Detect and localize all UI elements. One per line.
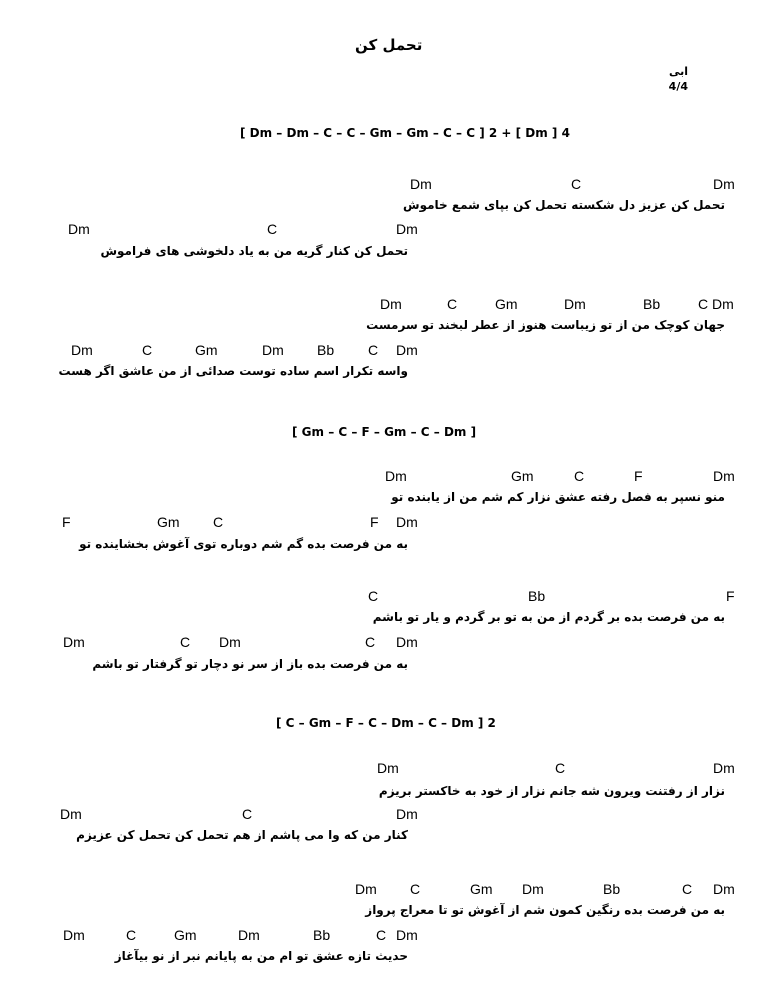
chord: C — [213, 514, 224, 530]
chord: Bb — [603, 881, 621, 897]
chord: C — [376, 927, 387, 943]
chord: Dm — [712, 296, 734, 312]
chord: Gm — [470, 881, 493, 897]
chord: Dm — [410, 176, 432, 192]
chord: Gm — [495, 296, 518, 312]
lyric-line: تحمل کن عزیز دل شکسته تحمل کن بپای شمع خاموش — [403, 198, 725, 212]
lyric-line: به من فرصت بده گم شم دوباره توی آغوش بخشاینده تو — [79, 537, 408, 551]
interlude-progression-2: [ C – Gm – F – C – Dm – C – Dm ] 2 — [276, 716, 496, 730]
chord: Dm — [564, 296, 586, 312]
lyric-line: نزار از رفتنت ویرون شه جانم نزار از خود به خاکستر بریزم — [378, 784, 725, 798]
interlude-progression-1: [ Gm – C – F – Gm – C – Dm ] — [292, 425, 477, 439]
lyric-line: کنار من که وا می پاشم از هم تحمل کن تحمل کن عزیزم — [76, 828, 408, 842]
chord: C — [365, 634, 376, 650]
chord: C — [410, 881, 421, 897]
chord: Dm — [60, 806, 82, 822]
song-title: تحمل کن — [355, 36, 423, 54]
chord: F — [726, 588, 735, 604]
chord: Dm — [68, 221, 90, 237]
chord: Dm — [396, 806, 418, 822]
chord: C — [368, 342, 379, 358]
chord: C — [555, 760, 566, 776]
chord: Dm — [396, 514, 418, 530]
lyric-line: به من فرصت بده رنگین کمون شم از آغوش تو تا معراج پرواز — [365, 903, 725, 917]
lyric-line: به من فرصت بده بر گردم از من به تو بر گردم و یار تو باشم — [372, 610, 725, 624]
chord: Dm — [385, 468, 407, 484]
lyric-line: به من فرصت بده باز از سر نو دچار تو گرفتار تو باشم — [92, 657, 408, 671]
artist-name: ابی — [668, 65, 688, 78]
chord: Dm — [396, 342, 418, 358]
chord: Dm — [713, 760, 735, 776]
lyric-line: منو نسپر به فصل رفته عشق نزار کم شم من از یابنده تو — [391, 490, 725, 504]
time-signature: 4/4 — [668, 80, 688, 93]
song-meta — [669, 64, 688, 94]
chord: Dm — [522, 881, 544, 897]
chord: Dm — [238, 927, 260, 943]
chord: C — [574, 468, 585, 484]
chord: F — [634, 468, 643, 484]
chord: C — [571, 176, 582, 192]
chord: Dm — [396, 634, 418, 650]
chord: Bb — [643, 296, 661, 312]
chord: Bb — [313, 927, 331, 943]
chord: C — [682, 881, 693, 897]
chord: Dm — [380, 296, 402, 312]
chord: Dm — [396, 927, 418, 943]
chord: Dm — [713, 176, 735, 192]
chord: Dm — [355, 881, 377, 897]
chord: Dm — [63, 927, 85, 943]
chord: Dm — [377, 760, 399, 776]
chord: C — [242, 806, 253, 822]
lyric-line: جهان کوچک من از تو زیباست هنوز از عطر لبخند تو سرمست — [366, 318, 725, 332]
chord: Gm — [157, 514, 180, 530]
chord: Dm — [713, 881, 735, 897]
chord: Dm — [71, 342, 93, 358]
chord: C — [447, 296, 458, 312]
chord: Gm — [511, 468, 534, 484]
chord: Dm — [219, 634, 241, 650]
chord: F — [370, 514, 379, 530]
chord: Gm — [174, 927, 197, 943]
chord: Dm — [262, 342, 284, 358]
chord: Bb — [528, 588, 546, 604]
chord: F — [62, 514, 71, 530]
chord: C — [368, 588, 379, 604]
intro-progression: [ Dm – Dm – C – C – Gm – Gm – C – C ] 2 + [ Dm ] 4 — [240, 126, 570, 140]
chord: C — [126, 927, 137, 943]
lyric-line: حدیث تازه عشق تو ام من به پایانم نبر از نو بیآغاز — [114, 949, 408, 963]
chord: C — [142, 342, 153, 358]
lyric-line: واسه تکرار اسم ساده توست صدائی از من عاشق اگر هست — [58, 364, 408, 378]
chord: C — [267, 221, 278, 237]
lyric-line: تحمل کن کنار گریه من به یاد دلخوشی های فراموش — [100, 244, 408, 258]
chord: C — [180, 634, 191, 650]
chord: Dm — [396, 221, 418, 237]
chord: Gm — [195, 342, 218, 358]
chord: C — [698, 296, 709, 312]
chord: Dm — [63, 634, 85, 650]
chord: Bb — [317, 342, 335, 358]
chord: Dm — [713, 468, 735, 484]
